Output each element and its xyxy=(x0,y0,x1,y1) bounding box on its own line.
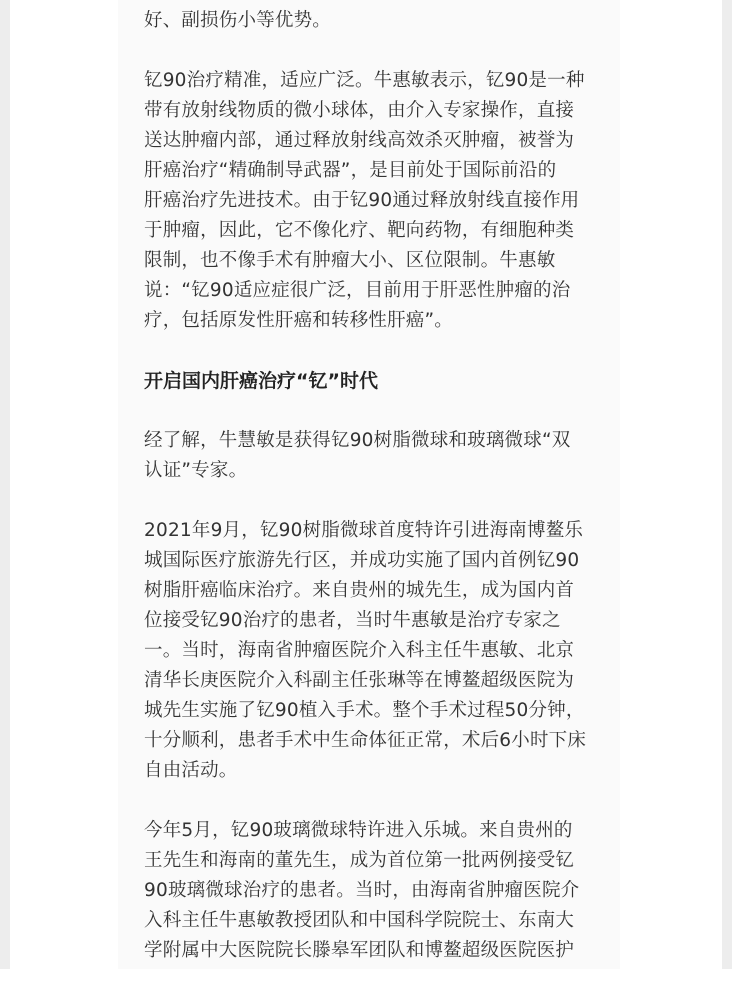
section-heading: 开启国内肝癌治疗“钇”时代 xyxy=(144,370,378,392)
text-line: 一。当时，海南省肿瘤医院介入科主任牛惠敏、北京 xyxy=(144,640,575,661)
text-line: 城国际医疗旅游先行区，并成功实施了国内首例钇90 xyxy=(144,550,580,571)
text-line: 90玻璃微球治疗的患者。当时，由海南省肿瘤医院介 xyxy=(144,880,580,901)
text-line: 城先生实施了钇90植入手术。整个手术过程50分钟， xyxy=(144,700,585,721)
text-line: 今年5月，钇90玻璃微球特许进入乐城。来自贵州的 xyxy=(144,820,573,841)
article-body[interactable] xyxy=(118,0,620,969)
text-line: 十分顺利，患者手术中生命体征正常，术后6小时下床 xyxy=(144,730,587,751)
text-line: 肝癌治疗“精确制导武器”，是目前处于国际前沿的 xyxy=(144,160,557,181)
text-line: 学附属中大医院院长滕皋军团队和博鳌超级医院医护 xyxy=(144,940,575,961)
page-gutter-left xyxy=(0,0,10,969)
text-line: 肝癌治疗先进技术。由于钇90通过释放射线直接作用 xyxy=(144,190,580,211)
text-line: 说：“钇90适应症很广泛，目前用于肝恶性肿瘤的治 xyxy=(144,280,571,301)
text-line: 于肿瘤，因此，它不像化疗、靶向药物，有细胞种类 xyxy=(144,220,575,241)
text-line: 限制，也不像手术有肿瘤大小、区位限制。牛惠敏 xyxy=(144,250,556,271)
paragraph-2021-resin xyxy=(144,516,596,786)
text-line: 认证”专家。 xyxy=(144,460,248,481)
page-gutter-right xyxy=(722,0,732,969)
text-line: 王先生和海南的董先生，成为首位第一批两例接受钇 xyxy=(144,850,575,871)
paragraph-intro-tail xyxy=(144,0,596,36)
article-content xyxy=(144,0,596,996)
paragraph-yttrium-precision xyxy=(144,66,596,336)
text-line: 清华长庚医院介入科副主任张琳等在博鳌超级医院为 xyxy=(144,670,575,691)
text-line: 疗，包括原发性肝癌和转移性肝癌”。 xyxy=(144,310,453,331)
text-line: 经了解，牛慧敏是获得钇90树脂微球和玻璃微球“双 xyxy=(144,430,571,451)
text-line: 2021年9月，钇90树脂微球首度特许引进海南博鳌乐 xyxy=(144,520,584,541)
text-line: 送达肿瘤内部，通过释放射线高效杀灭肿瘤，被誉为 xyxy=(144,130,575,151)
text-line: 入科主任牛惠敏教授团队和中国科学院院士、东南大 xyxy=(144,910,575,931)
paragraph-dual-certification xyxy=(144,426,596,486)
text-line: 好、副损伤小等优势。 xyxy=(144,10,332,31)
text-line: 树脂肝癌临床治疗。来自贵州的城先生，成为国内首 xyxy=(144,580,575,601)
text-line: 自由活动。 xyxy=(144,760,238,781)
text-line: 钇90治疗精准，适应广泛。牛惠敏表示，钇90是一种 xyxy=(144,70,585,91)
text-line: 位接受钇90治疗的患者，当时牛惠敏是治疗专家之 xyxy=(144,610,561,631)
text-line: 带有放射线物质的微小球体，由介入专家操作，直接 xyxy=(144,100,575,121)
paragraph-glass-microsphere xyxy=(144,816,596,966)
